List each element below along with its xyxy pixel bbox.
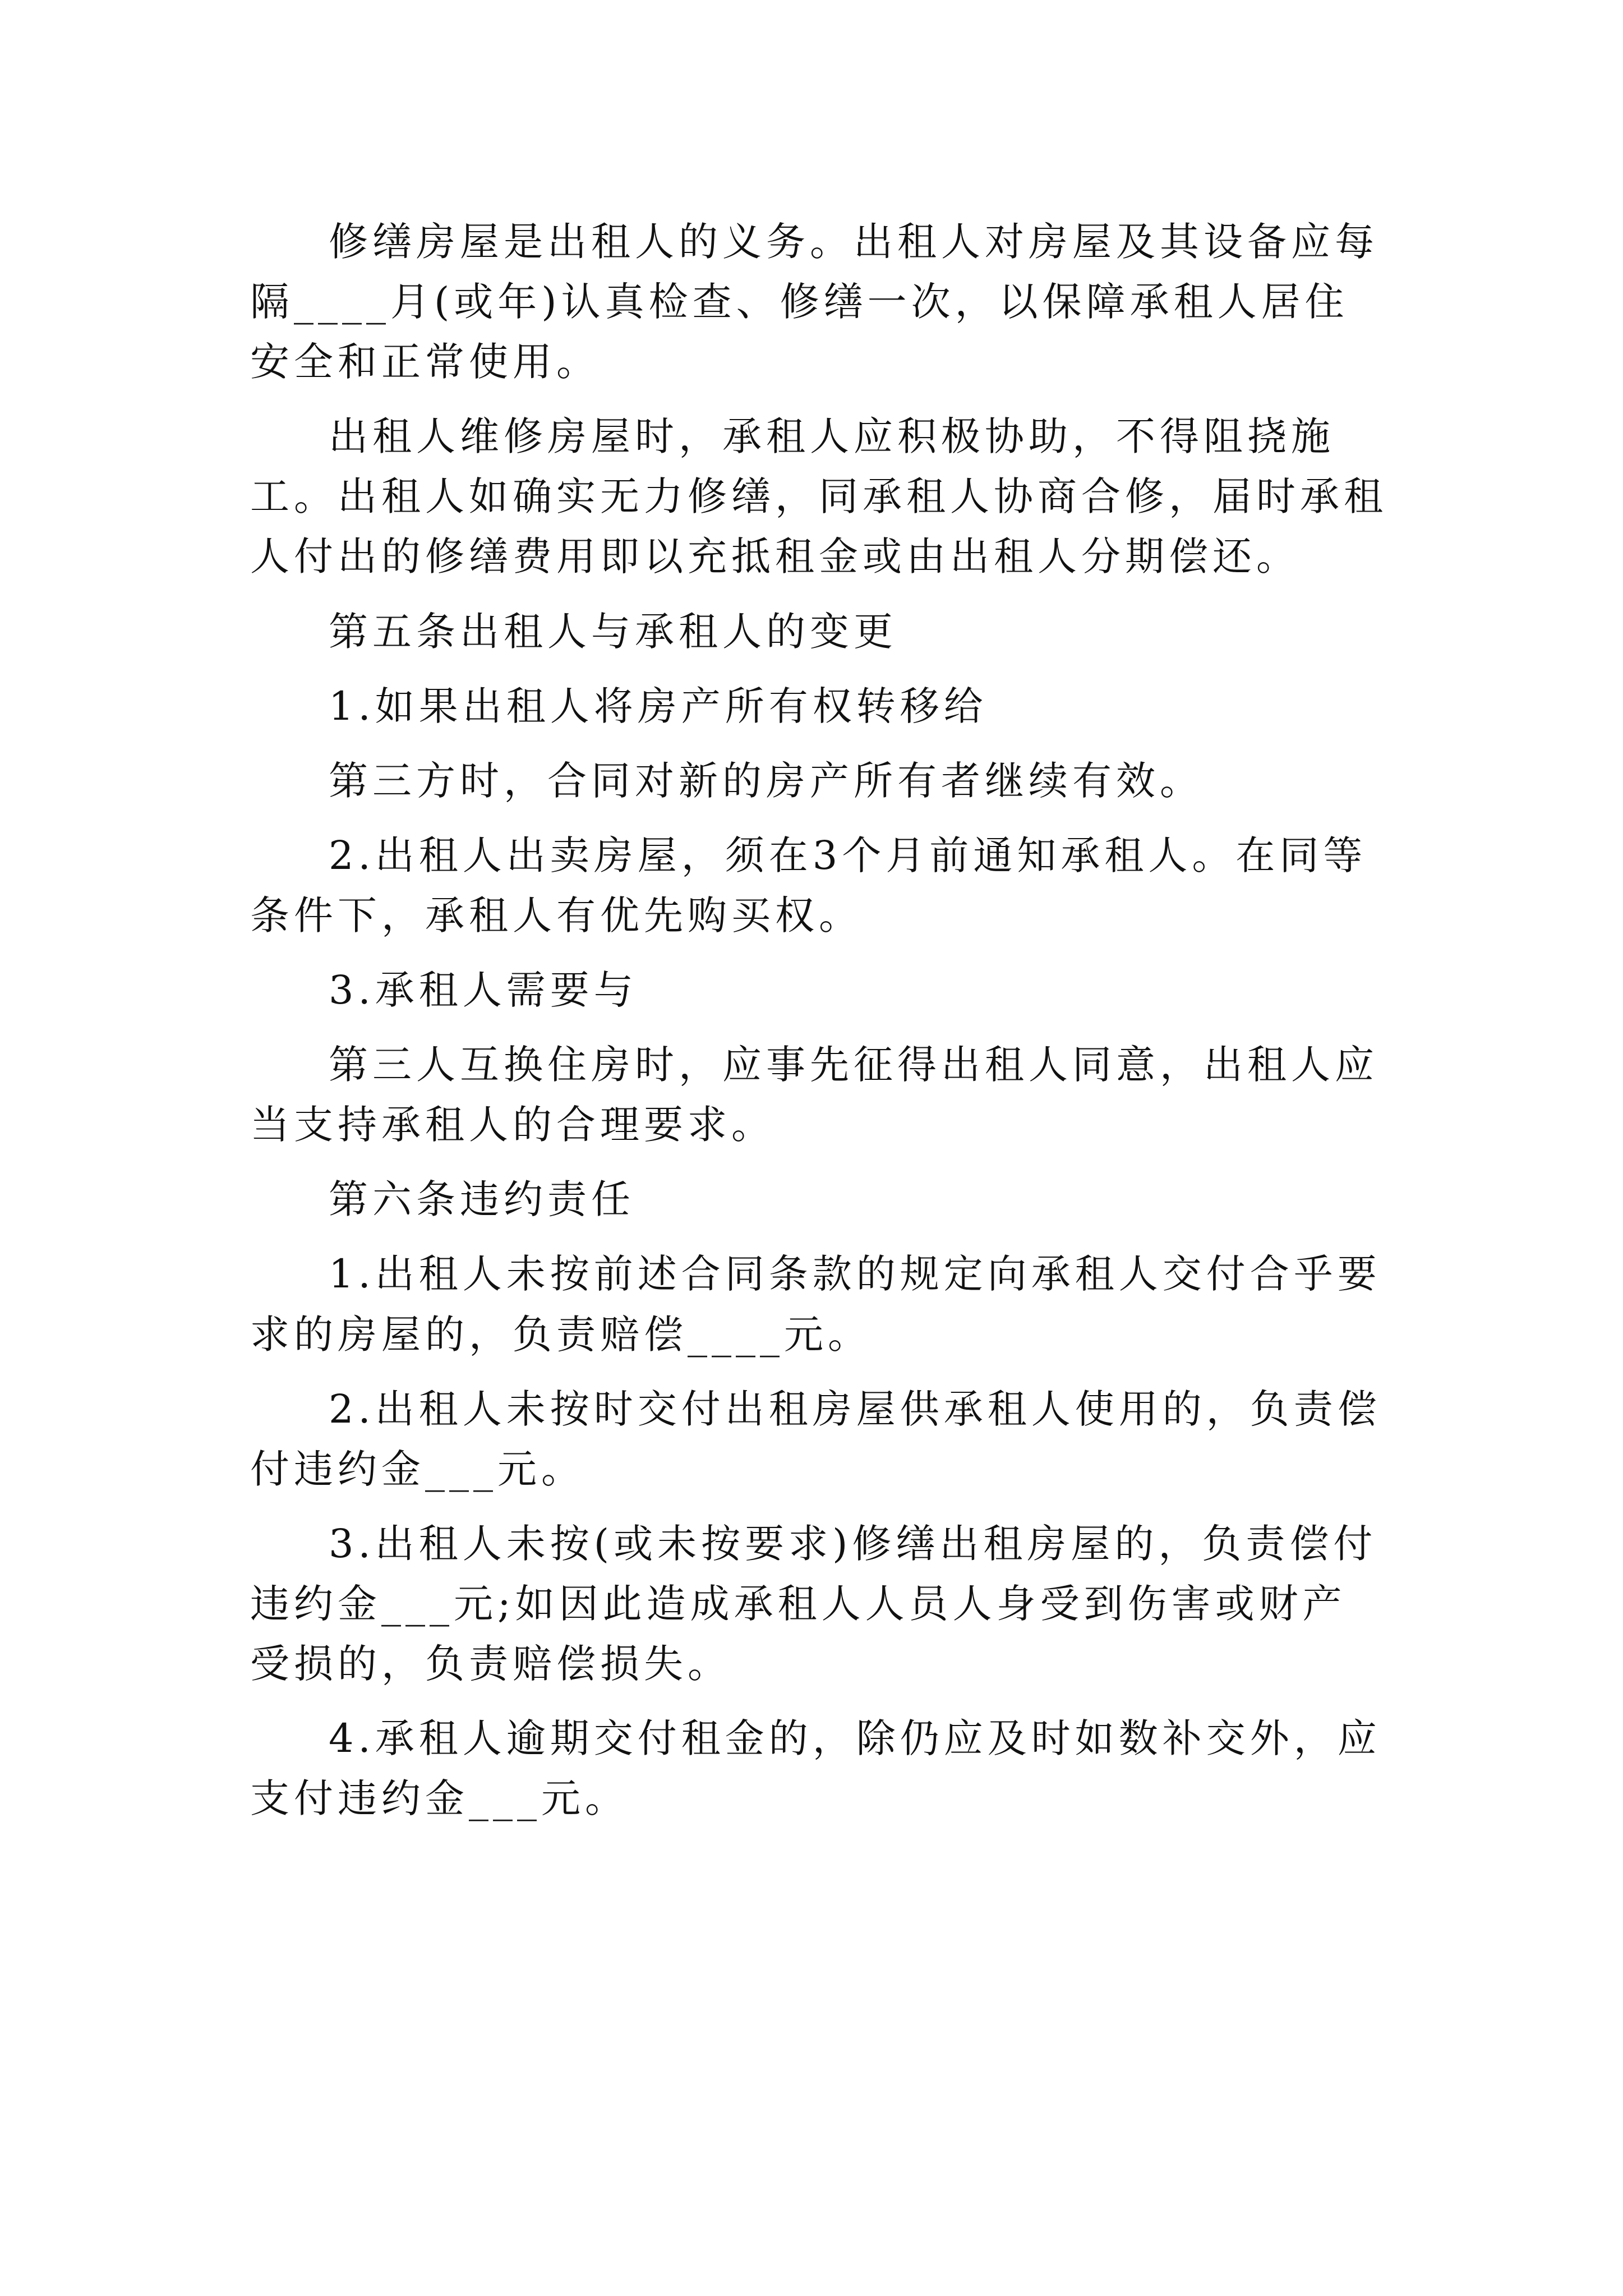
paragraph-article-6-item-4: 4.承租人逾期交付租金的，除仍应及时如数补交外，应支付违约金___元。 [250,1715,1381,1822]
heading-article-5: 第五条出租人与承租人的变更 [329,608,897,655]
paragraph-article-6-item-3: 3.出租人未按(或未按要求)修缮出租房屋的，负责偿付违约金___元;如因此造成承租人人员人身受到伤害或财产受损的，负责赔偿损失。 [250,1520,1377,1687]
paragraph-repair-obligation: 修缮房屋是出租人的义务。出租人对房屋及其设备应每隔____月(或年)认真检查、修缮一次，以保障承租人居住安全和正常使用。 [250,219,1378,385]
paragraph-article-6-item-1: 1.出租人未按前述合同条款的规定向承租人交付合乎要求的房屋的，负责赔偿____元。 [250,1251,1381,1358]
paragraph-repair-assistance: 出租人维修房屋时，承租人应积极协助，不得阻挠施工。出租人如确实无力修缮，同承租人协商合修，届时承租人付出的修缮费用即以充抵租金或由出租人分期偿还。 [250,413,1387,580]
paragraph-article-5-item-3b: 第三人互换住房时，应事先征得出租人同意，出租人应当支持承租人的合理要求。 [250,1042,1378,1148]
paragraph-article-5-item-1b: 第三方时，合同对新的房产所有者继续有效。 [329,757,1204,804]
paragraph-article-5-item-3a: 3.承租人需要与 [329,967,638,1014]
document-body [250,212,1389,1843]
paragraph-article-6-item-2: 2.出租人未按时交付出租房屋供承租人使用的，负责偿付违约金___元。 [250,1386,1381,1492]
heading-article-6: 第六条违约责任 [329,1176,635,1223]
paragraph-article-5-item-2: 2.出租人出卖房屋，须在3个月前通知承租人。在同等条件下，承租人有优先购买权。 [250,832,1367,938]
paragraph-article-5-item-1a: 1.如果出租人将房产所有权转移给 [329,683,988,729]
